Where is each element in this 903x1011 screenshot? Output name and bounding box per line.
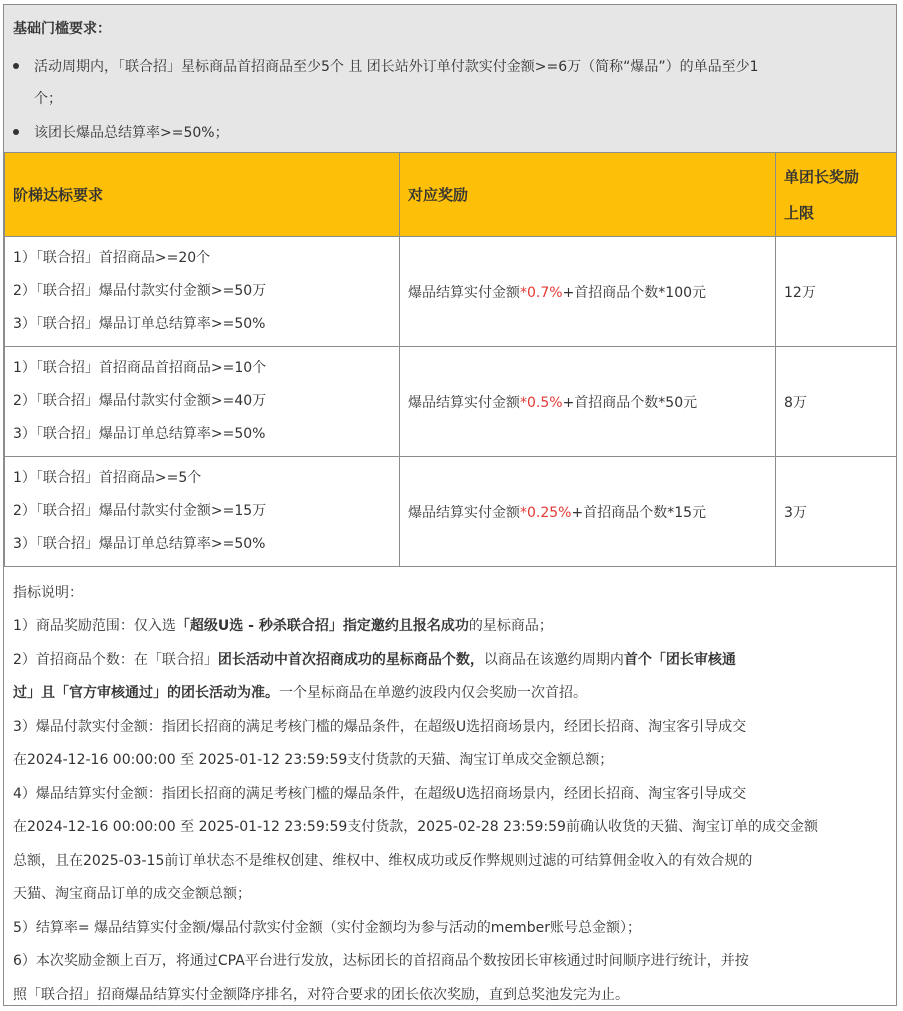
basic-threshold-title: 基础门槛要求： — [13, 21, 111, 37]
note-text: 1）商品奖励范围：仅入选 — [13, 618, 176, 634]
reward-text: 爆品结算实付金额 — [408, 284, 520, 301]
basic-threshold-section — [4, 5, 896, 152]
note-bold: 「超级U选 - 秒杀联合招」指定邀约且报名成功 — [175, 618, 469, 634]
reward-rate: *0.7% — [520, 284, 563, 301]
note-bold: 首个「团长审核通 — [623, 652, 736, 668]
req-cell — [5, 237, 400, 347]
table-row — [5, 237, 897, 347]
table-row — [5, 347, 897, 457]
reward-bonus: +首招商品个数*100元 — [562, 284, 707, 301]
req-line: 1）「联合招」首招商品首招商品>=10个 — [13, 360, 267, 376]
note-4-cont: 在2024-12-16 00:00:00 至 2025-01-12 23:59:59支付货款，2025-02-28 23:59:59前确认收货的天猫、淘宝订单的成交金额 — [13, 819, 818, 835]
reward-text: 爆品结算实付金额 — [408, 394, 520, 411]
note-text: 的星标商品； — [468, 618, 553, 634]
header-reward: 对应奖励 — [400, 153, 776, 237]
bullet-dot-icon — [13, 129, 19, 135]
bullet-text: 活动周期内，「联合招」星标商品首招商品至少5个 且 团长站外订单付款实付金额>=6万（简称“爆品”）的单品至少1 — [34, 59, 759, 75]
cap-cell: 8万 — [776, 347, 897, 457]
note-text: 2）首招商品个数：在「联合招」 — [13, 652, 218, 668]
note-1 — [13, 615, 553, 635]
note-4-cont: 总额，且在2025-03-15前订单状态不是维权创建、维权中、维权成功或反作弊规则过滤的可结算佣金收入的有效合规的 — [13, 853, 753, 869]
notes-title: 指标说明： — [13, 585, 83, 601]
req-line: 3）「联合招」爆品订单总结算率>=50% — [13, 426, 266, 442]
req-line: 3）「联合招」爆品订单总结算率>=50% — [13, 536, 266, 552]
note-2-cont — [13, 682, 587, 702]
note-bold: 团长活动中首次招商成功的星标商品个数， — [217, 652, 484, 668]
reward-rate: *0.5% — [520, 394, 563, 411]
reward-bonus: +首招商品个数*15元 — [571, 504, 707, 521]
note-3: 3）爆品付款实付金额：指团长招商的满足考核门槛的爆品条件，在超级U选招商场景内，经团长招商、淘宝客引导成交 — [13, 719, 747, 735]
note-2 — [13, 649, 736, 669]
header-cap — [776, 153, 897, 237]
bullet-text-continued: 个； — [34, 91, 62, 107]
table-row — [5, 457, 897, 567]
reward-cell — [400, 237, 776, 347]
reward-rate: *0.25% — [520, 504, 572, 521]
cap-cell: 12万 — [776, 237, 897, 347]
bullet-text: 该团长爆品总结算率>=50%； — [34, 125, 229, 141]
cap-cell: 3万 — [776, 457, 897, 567]
req-cell — [5, 457, 400, 567]
reward-bonus: +首招商品个数*50元 — [562, 394, 698, 411]
note-5: 5）结算率= 爆品结算实付金额/爆品付款实付金额（实付金额均为参与活动的member账号总金额）； — [13, 920, 641, 936]
reward-text: 爆品结算实付金额 — [408, 504, 520, 521]
req-line: 2）「联合招」爆品付款实付金额>=50万 — [13, 283, 267, 299]
header-cap-line1: 单团长奖励 — [784, 167, 860, 186]
note-bold: 过」且「官方审核通过」的团长活动为准。 — [13, 685, 279, 701]
bullet-dot-icon — [13, 63, 19, 69]
note-4-cont: 天猫、淘宝商品订单的成交金额总额； — [13, 886, 251, 902]
note-6: 6）本次奖励金额上百万，将通过CPA平台进行发放，达标团长的首招商品个数按团长审核通过时间顺序进行统计，并按 — [13, 953, 749, 969]
table-header-row — [5, 153, 897, 237]
note-6-cont: 照「联合招」招商爆品结算实付金额降序排名，对符合要求的团长依次奖励，直到总奖池发完为止。 — [13, 987, 629, 1003]
note-4: 4）爆品结算实付金额：指团长招商的满足考核门槛的爆品条件，在超级U选招商场景内，经团长招商、淘宝客引导成交 — [13, 786, 747, 802]
reward-cell — [400, 457, 776, 567]
tier-table — [4, 152, 897, 567]
note-3-cont: 在2024-12-16 00:00:00 至 2025-01-12 23:59:59支付货款的天猫、淘宝订单成交金额总额； — [13, 752, 614, 768]
note-text: 一个星标商品在单邀约波段内仅会奖励一次首招。 — [279, 685, 587, 701]
note-text: 以商品在该邀约周期内 — [483, 652, 624, 668]
req-line: 2）「联合招」爆品付款实付金额>=15万 — [13, 503, 267, 519]
header-req: 阶梯达标要求 — [5, 153, 400, 237]
req-line: 1）「联合招」首招商品>=20个 — [13, 250, 211, 266]
req-line: 3）「联合招」爆品订单总结算率>=50% — [13, 316, 266, 332]
requirements-panel — [3, 4, 897, 1006]
header-cap-line2: 上限 — [784, 203, 815, 222]
reward-cell — [400, 347, 776, 457]
req-line: 1）「联合招」首招商品>=5个 — [13, 470, 202, 486]
req-cell — [5, 347, 400, 457]
req-line: 2）「联合招」爆品付款实付金额>=40万 — [13, 393, 267, 409]
